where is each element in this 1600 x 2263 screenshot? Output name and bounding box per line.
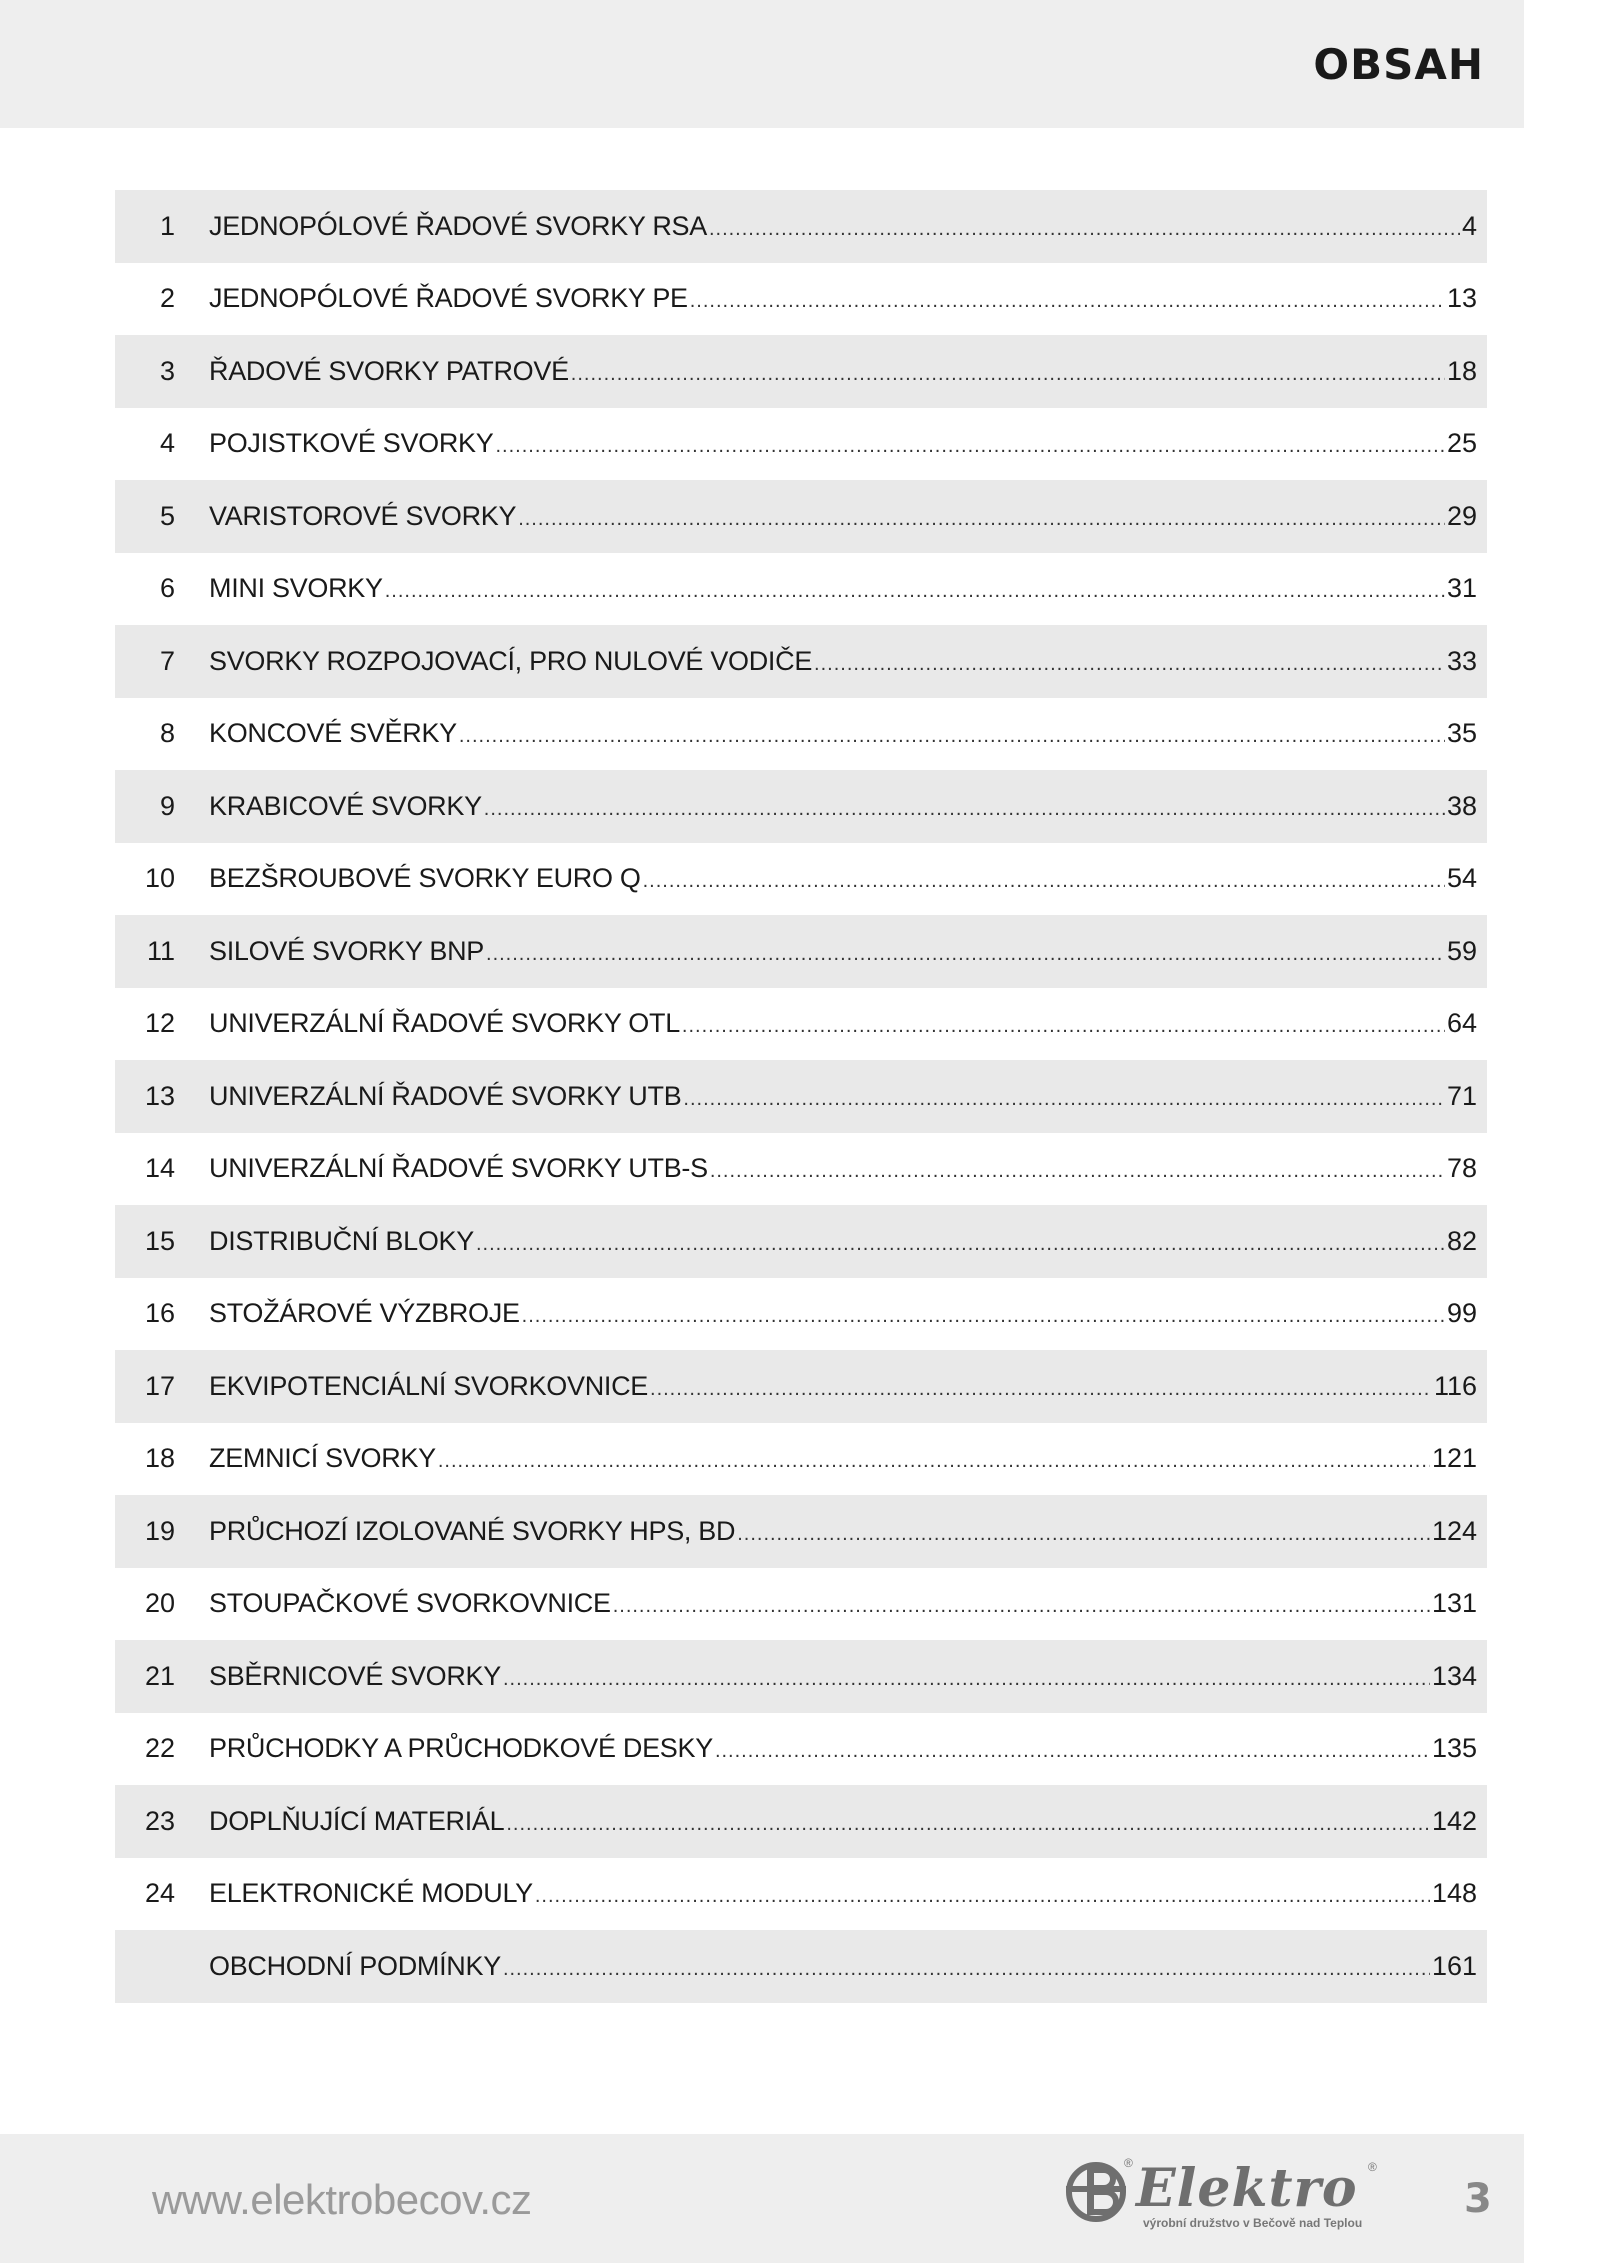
company-logo bbox=[1066, 2158, 1386, 2238]
toc-leader-dots bbox=[385, 580, 1445, 603]
toc-entry bbox=[209, 501, 1477, 532]
toc-chapter-number: 22 bbox=[144, 1733, 175, 1764]
toc-entry bbox=[209, 573, 1477, 604]
toc-row[interactable] bbox=[115, 553, 1487, 626]
toc-page-number[interactable]: 71 bbox=[1446, 1080, 1477, 1111]
toc-leader-dots bbox=[710, 1160, 1445, 1183]
toc-chapter-number: 4 bbox=[159, 428, 175, 459]
toc-entry bbox=[209, 1516, 1477, 1547]
toc-entry bbox=[209, 791, 1477, 822]
toc-page-number[interactable]: 124 bbox=[1431, 1515, 1477, 1546]
toc-page-number[interactable]: 59 bbox=[1446, 935, 1477, 966]
toc-row[interactable] bbox=[115, 190, 1487, 263]
toc-row[interactable] bbox=[115, 698, 1487, 771]
toc-page-number[interactable]: 116 bbox=[1433, 1370, 1477, 1401]
toc-chapter-title[interactable]: MINI SVORKY bbox=[209, 573, 383, 604]
toc-chapter-number: 21 bbox=[144, 1660, 175, 1691]
toc-entry bbox=[209, 356, 1477, 387]
page-title: OBSAH bbox=[1313, 40, 1484, 89]
toc-leader-dots bbox=[503, 1668, 1430, 1691]
toc-leader-dots bbox=[683, 1088, 1445, 1111]
toc-chapter-title[interactable]: ZEMNICÍ SVORKY bbox=[209, 1443, 436, 1474]
toc-leader-dots bbox=[571, 363, 1445, 386]
toc-chapter-title[interactable]: OBCHODNÍ PODMÍNKY bbox=[209, 1950, 501, 1981]
toc-row[interactable] bbox=[115, 843, 1487, 916]
toc-row[interactable] bbox=[115, 1568, 1487, 1641]
toc-chapter-number: 20 bbox=[144, 1588, 175, 1619]
logo-registered-mark: ® bbox=[1368, 2160, 1377, 2174]
toc-row[interactable] bbox=[115, 1350, 1487, 1423]
toc-page-number[interactable]: 29 bbox=[1446, 500, 1477, 531]
toc-chapter-number: 19 bbox=[144, 1515, 175, 1546]
toc-chapter-title[interactable]: SILOVÉ SVORKY BNP bbox=[209, 935, 485, 966]
toc-row[interactable] bbox=[115, 1423, 1487, 1496]
toc-row[interactable] bbox=[115, 480, 1487, 553]
toc-leader-dots bbox=[690, 290, 1445, 313]
toc-chapter-number: 14 bbox=[144, 1153, 175, 1184]
toc-chapter-title[interactable]: DISTRIBUČNÍ BLOKY bbox=[209, 1225, 474, 1256]
table-of-contents bbox=[115, 190, 1487, 2003]
toc-row[interactable] bbox=[115, 1713, 1487, 1786]
toc-chapter-title[interactable]: PRŮCHOZÍ IZOLOVANÉ SVORKY HPS, BD bbox=[209, 1515, 736, 1546]
toc-page-number[interactable]: 99 bbox=[1446, 1298, 1477, 1329]
toc-leader-dots bbox=[503, 1958, 1430, 1981]
toc-leader-dots bbox=[438, 1450, 1430, 1473]
toc-page-number[interactable]: 31 bbox=[1446, 573, 1477, 604]
toc-row[interactable] bbox=[115, 1930, 1487, 2003]
toc-chapter-title[interactable]: UNIVERZÁLNÍ ŘADOVÉ SVORKY UTB-S bbox=[209, 1153, 708, 1184]
toc-chapter-title[interactable]: POJISTKOVÉ SVORKY bbox=[209, 428, 494, 459]
toc-chapter-title[interactable]: KONCOVÉ SVĚRKY bbox=[209, 718, 457, 749]
toc-entry bbox=[209, 1443, 1477, 1474]
toc-entry bbox=[209, 1806, 1477, 1837]
toc-leader-dots bbox=[522, 1305, 1445, 1328]
toc-page-number[interactable]: 161 bbox=[1431, 1950, 1477, 1981]
toc-chapter-title[interactable]: UNIVERZÁLNÍ ŘADOVÉ SVORKY UTB bbox=[209, 1080, 682, 1111]
toc-entry bbox=[209, 1153, 1477, 1184]
toc-leader-dots bbox=[709, 218, 1460, 241]
toc-leader-dots bbox=[535, 1885, 1430, 1908]
website-link[interactable]: www.elektrobecov.cz bbox=[152, 2176, 532, 2223]
toc-row[interactable] bbox=[115, 408, 1487, 481]
toc-row[interactable] bbox=[115, 1133, 1487, 1206]
toc-chapter-number: 1 bbox=[159, 210, 175, 241]
toc-entry bbox=[209, 1226, 1477, 1257]
toc-leader-dots bbox=[495, 435, 1444, 458]
toc-page-number[interactable]: 121 bbox=[1431, 1443, 1477, 1474]
toc-chapter-number: 7 bbox=[159, 645, 175, 676]
toc-chapter-title[interactable]: UNIVERZÁLNÍ ŘADOVÉ SVORKY OTL bbox=[209, 1008, 680, 1039]
toc-leader-dots bbox=[476, 1233, 1445, 1256]
toc-row[interactable] bbox=[115, 335, 1487, 408]
toc-chapter-number: 13 bbox=[144, 1080, 175, 1111]
logo-wordmark: Elektro bbox=[1136, 2158, 1358, 2219]
toc-chapter-number: 24 bbox=[144, 1878, 175, 1909]
toc-page-number[interactable]: 35 bbox=[1446, 718, 1477, 749]
toc-chapter-title[interactable]: EKVIPOTENCIÁLNÍ SVORKOVNICE bbox=[209, 1370, 649, 1401]
toc-chapter-number: 6 bbox=[159, 573, 175, 604]
logo-registered-mark: ® bbox=[1124, 2156, 1133, 2170]
toc-entry bbox=[209, 1661, 1477, 1692]
toc-page-number[interactable]: 148 bbox=[1431, 1878, 1477, 1909]
toc-leader-dots bbox=[650, 1378, 1432, 1401]
toc-chapter-title[interactable]: JEDNOPÓLOVÉ ŘADOVÉ SVORKY PE bbox=[209, 283, 688, 314]
toc-row[interactable] bbox=[115, 263, 1487, 336]
toc-leader-dots bbox=[682, 1015, 1445, 1038]
toc-entry bbox=[209, 1733, 1477, 1764]
toc-chapter-number: 3 bbox=[159, 355, 175, 386]
toc-row[interactable] bbox=[115, 770, 1487, 843]
toc-chapter-number: 18 bbox=[144, 1443, 175, 1474]
toc-entry bbox=[209, 718, 1477, 749]
toc-chapter-title[interactable]: BEZŠROUBOVÉ SVORKY EURO Q bbox=[209, 863, 641, 894]
toc-entry bbox=[209, 211, 1477, 242]
toc-chapter-number: 5 bbox=[159, 500, 175, 531]
toc-chapter-title[interactable]: STOŽÁROVÉ VÝZBROJE bbox=[209, 1298, 520, 1329]
toc-page-number[interactable]: 142 bbox=[1431, 1805, 1477, 1836]
toc-row[interactable] bbox=[115, 1495, 1487, 1568]
toc-entry bbox=[209, 863, 1477, 894]
toc-row[interactable] bbox=[115, 1785, 1487, 1858]
toc-chapter-number: 2 bbox=[159, 283, 175, 314]
toc-entry bbox=[209, 1951, 1477, 1982]
toc-chapter-number: 17 bbox=[144, 1370, 175, 1401]
toc-entry bbox=[209, 1371, 1477, 1402]
toc-chapter-number: 16 bbox=[144, 1298, 175, 1329]
toc-chapter-title[interactable]: STOUPAČKOVÉ SVORKOVNICE bbox=[209, 1588, 611, 1619]
toc-chapter-title[interactable]: SVORKY ROZPOJOVACÍ, PRO NULOVÉ VODIČE bbox=[209, 645, 813, 676]
toc-entry bbox=[209, 646, 1477, 677]
logo-subtitle: výrobní družstvo v Bečově nad Teplou bbox=[1143, 2216, 1363, 2230]
toc-page-number[interactable]: 33 bbox=[1446, 645, 1477, 676]
toc-row[interactable] bbox=[115, 625, 1487, 698]
toc-entry bbox=[209, 1298, 1477, 1329]
toc-leader-dots bbox=[486, 943, 1445, 966]
toc-entry bbox=[209, 1878, 1477, 1909]
toc-chapter-number: 11 bbox=[146, 935, 175, 966]
toc-row[interactable] bbox=[115, 1858, 1487, 1931]
toc-chapter-title[interactable]: PRŮCHODKY A PRŮCHODKOVÉ DESKY bbox=[209, 1733, 713, 1764]
toc-chapter-title[interactable]: DOPLŇUJÍCÍ MATERIÁL bbox=[209, 1805, 505, 1836]
toc-page-number[interactable]: 13 bbox=[1446, 283, 1477, 314]
toc-leader-dots bbox=[518, 508, 1445, 531]
toc-chapter-title[interactable]: ŘADOVÉ SVORKY PATROVÉ bbox=[209, 355, 569, 386]
toc-leader-dots bbox=[613, 1595, 1430, 1618]
toc-leader-dots bbox=[484, 798, 1445, 821]
toc-chapter-number: 10 bbox=[144, 863, 175, 894]
toc-chapter-number: 9 bbox=[159, 790, 175, 821]
toc-chapter-title[interactable]: JEDNOPÓLOVÉ ŘADOVÉ SVORKY RSA bbox=[209, 210, 707, 241]
toc-page-number[interactable]: 18 bbox=[1446, 355, 1477, 386]
toc-page-number[interactable]: 64 bbox=[1446, 1008, 1477, 1039]
toc-row[interactable] bbox=[115, 915, 1487, 988]
toc-page-number[interactable]: 135 bbox=[1431, 1733, 1477, 1764]
toc-leader-dots bbox=[643, 870, 1445, 893]
toc-row[interactable] bbox=[115, 988, 1487, 1061]
toc-row[interactable] bbox=[115, 1205, 1487, 1278]
toc-row[interactable] bbox=[115, 1060, 1487, 1133]
toc-page-number[interactable]: 82 bbox=[1446, 1225, 1477, 1256]
toc-page-number[interactable]: 78 bbox=[1446, 1153, 1477, 1184]
toc-chapter-title[interactable]: VARISTOROVÉ SVORKY bbox=[209, 500, 517, 531]
toc-chapter-title[interactable]: KRABICOVÉ SVORKY bbox=[209, 790, 482, 821]
toc-row[interactable] bbox=[115, 1640, 1487, 1713]
toc-leader-dots bbox=[506, 1813, 1430, 1836]
eb-logo-icon bbox=[1066, 2158, 1132, 2224]
toc-entry bbox=[209, 1081, 1477, 1112]
toc-leader-dots bbox=[715, 1740, 1430, 1763]
toc-leader-dots bbox=[737, 1523, 1430, 1546]
toc-entry bbox=[209, 936, 1477, 967]
toc-chapter-number: 23 bbox=[144, 1805, 175, 1836]
toc-chapter-number: 15 bbox=[144, 1225, 175, 1256]
toc-page-number[interactable]: 38 bbox=[1446, 790, 1477, 821]
toc-entry bbox=[209, 1008, 1477, 1039]
toc-page-number[interactable]: 134 bbox=[1431, 1660, 1477, 1691]
toc-leader-dots bbox=[459, 725, 1445, 748]
toc-page-number[interactable]: 4 bbox=[1461, 210, 1477, 241]
toc-page-number[interactable]: 54 bbox=[1446, 863, 1477, 894]
toc-chapter-number: 12 bbox=[144, 1008, 175, 1039]
toc-page-number[interactable]: 131 bbox=[1431, 1588, 1477, 1619]
toc-page-number[interactable]: 25 bbox=[1446, 428, 1477, 459]
header-bar bbox=[0, 0, 1524, 128]
toc-chapter-number: 8 bbox=[159, 718, 175, 749]
toc-leader-dots bbox=[814, 653, 1445, 676]
toc-entry bbox=[209, 428, 1477, 459]
page-number: 3 bbox=[1464, 2176, 1492, 2222]
toc-row[interactable] bbox=[115, 1278, 1487, 1351]
toc-entry bbox=[209, 1588, 1477, 1619]
toc-chapter-title[interactable]: SBĚRNICOVÉ SVORKY bbox=[209, 1660, 501, 1691]
toc-entry bbox=[209, 283, 1477, 314]
toc-chapter-title[interactable]: ELEKTRONICKÉ MODULY bbox=[209, 1878, 533, 1909]
